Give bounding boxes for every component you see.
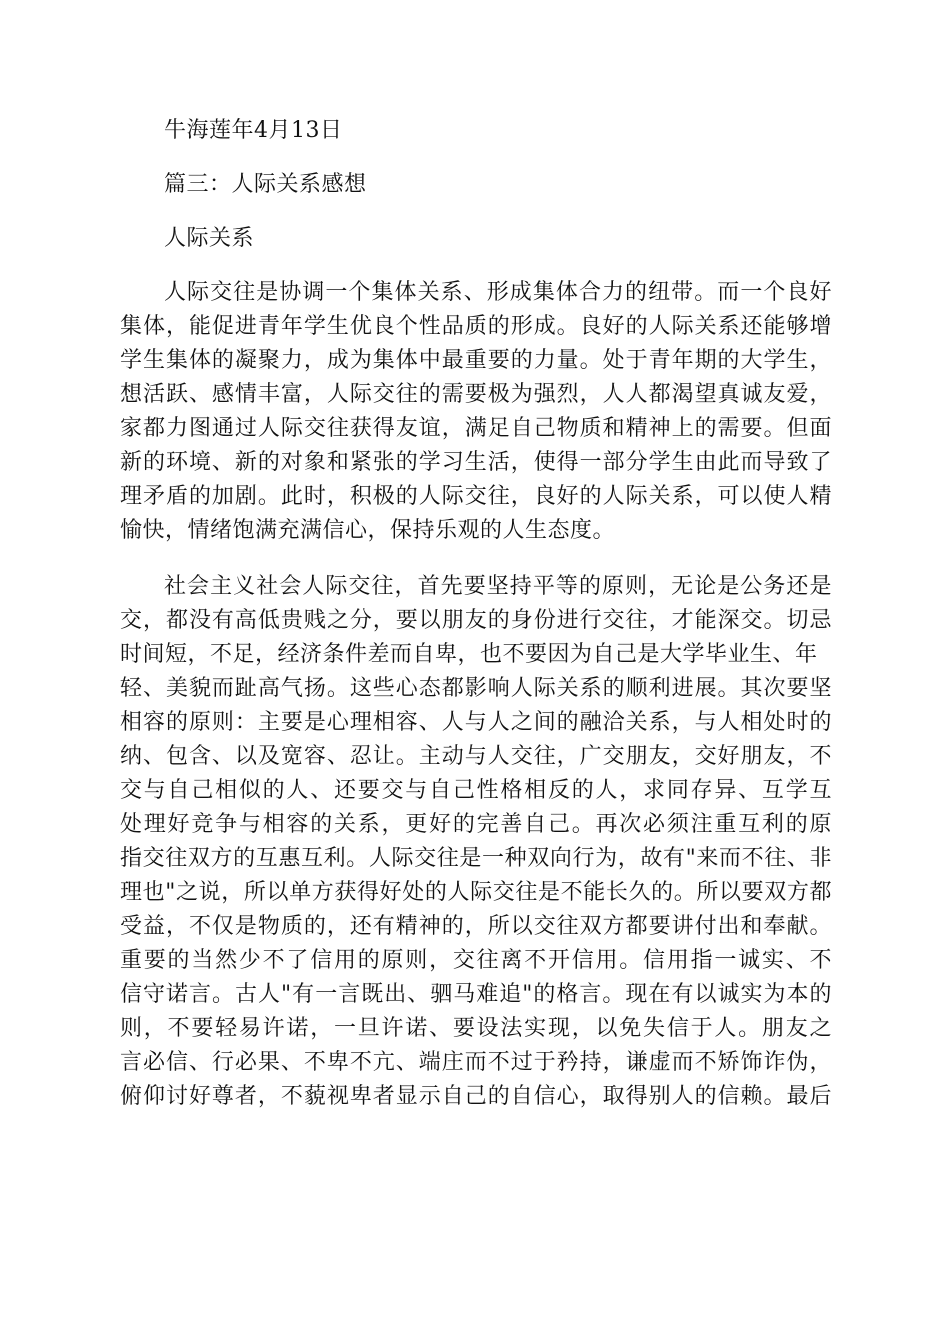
paragraph-line: 学生集体的凝聚力，成为集体中最重要的力量。处于青年期的大学生， [120,348,832,373]
paragraph-line: 指交往双方的互惠互利。人际交往是一种双向行为，故有"来而不往、非 [120,846,832,871]
paragraph-line: 理矛盾的加剧。此时，积极的人际交往，良好的人际关系，可以使人精 [120,484,832,509]
paragraph-line: 相容的原则：主要是心理相容、人与人之间的融洽关系，与人相处时的 [120,710,832,735]
paragraph-line: 俯仰讨好尊者，不藐视卑者显示自己的自信心，取得别人的信赖。最后 [120,1084,832,1109]
paragraph-line: 交与自己相似的人、还要交与自己性格相反的人，求同存异、互学互 [120,778,832,803]
paragraph-line: 理也"之说，所以单方获得好处的人际交往是不能长久的。所以要双方都 [120,880,832,905]
date-line: 牛海莲年4月13日 [164,118,343,143]
paragraph-line: 想活跃、感情丰富，人际交往的需要极为强烈，人人都渴望真诚友爱， [120,382,832,407]
paragraph-line: 交，都没有高低贵贱之分，要以朋友的身份进行交往，才能深交。切忌 [120,608,832,633]
paragraph-line: 家都力图通过人际交往获得友谊，满足自己物质和精神上的需要。但面 [120,416,832,441]
paragraph-line: 新的环境、新的对象和紧张的学习生活，使得一部分学生由此而导致了 [120,450,832,475]
paragraph-line: 轻、美貌而趾高气扬。这些心态都影响人际关系的顺利进展。其次要坚 [120,676,832,701]
paragraph-line: 愉快，情绪饱满充满信心，保持乐观的人生态度。 [120,518,616,543]
chapter-title: 篇三：人际关系感想 [164,172,367,197]
paragraph-line: 纳、包含、以及宽容、忍让。主动与人交往，广交朋友，交好朋友，不 [120,744,832,769]
paragraph-line: 信守诺言。古人"有一言既出、驷马难追"的格言。现在有以诚实为本的 [120,982,832,1007]
paragraph-line: 处理好竞争与相容的关系，更好的完善自己。再次必须注重互利的原 [120,812,832,837]
paragraph-line: 集体，能促进青年学生优良个性品质的形成。良好的人际关系还能够增 [120,314,832,339]
paragraph-line: 社会主义社会人际交往，首先要坚持平等的原则，无论是公务还是 [164,574,832,599]
section-title: 人际关系 [164,226,255,251]
paragraph-line: 时间短，不足，经济条件差而自卑，也不要因为自己是大学毕业生、年 [120,642,818,667]
paragraph-line: 言必信、行必果、不卑不亢、端庄而不过于矜持，谦虚而不矫饰诈伪， [120,1050,832,1075]
paragraph-line: 受益，不仅是物质的，还有精神的，所以交往双方都要讲付出和奉献。 [120,914,832,939]
paragraph-line: 人际交往是协调一个集体关系、形成集体合力的纽带。而一个良好 [164,280,832,305]
paragraph-line: 则，不要轻易许诺，一旦许诺、要设法实现，以免失信于人。朋友之 [120,1016,832,1041]
paragraph-line: 重要的当然少不了信用的原则，交往离不开信用。信用指一诚实、不 [120,948,832,973]
